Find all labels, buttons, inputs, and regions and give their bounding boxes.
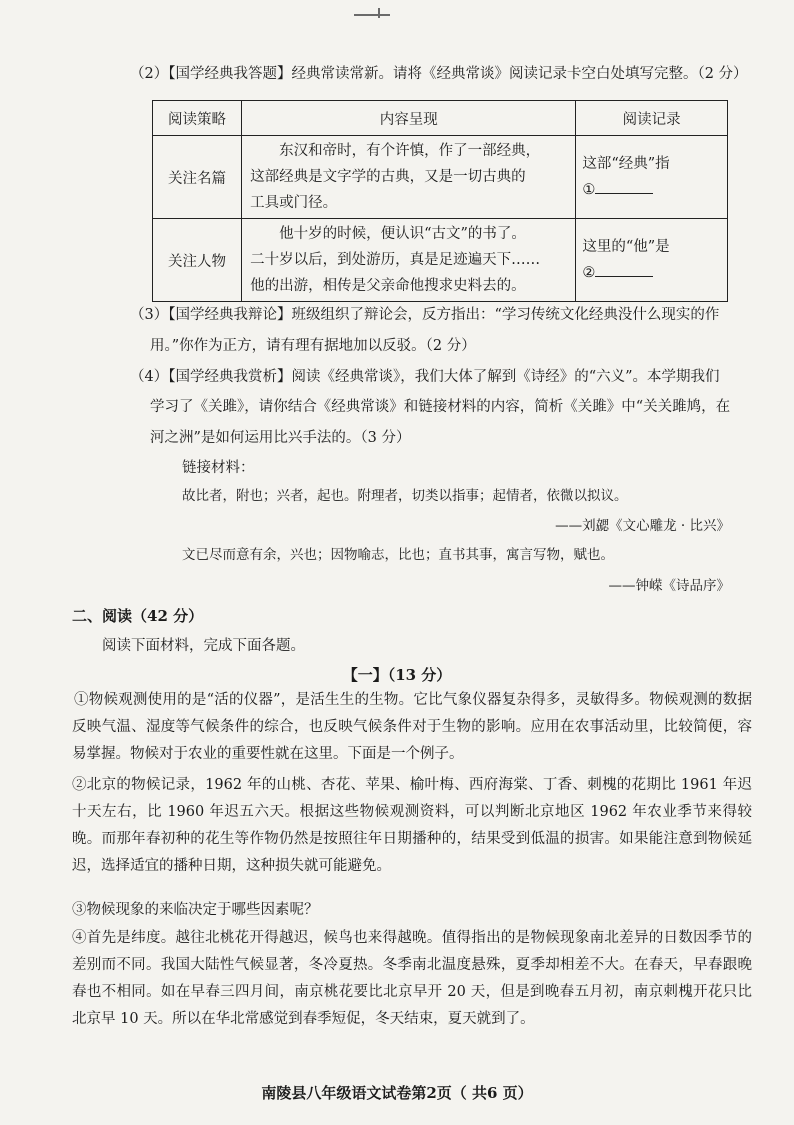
record-cell bbox=[576, 219, 728, 302]
column-header: 阅读策略 bbox=[153, 101, 242, 136]
column-header: 阅读记录 bbox=[576, 101, 728, 136]
question-4-line: （4）【国学经典我赏析】阅读《经典常谈》，我们大体了解到《诗经》的“六义”。本学期我们 bbox=[130, 369, 720, 385]
record-cell bbox=[576, 136, 728, 219]
table-header-row bbox=[153, 101, 728, 136]
record-number: ① bbox=[582, 182, 596, 198]
answer-blank[interactable] bbox=[595, 262, 653, 277]
record-number: ② bbox=[582, 265, 596, 281]
scan-mark bbox=[378, 8, 380, 18]
table-row bbox=[153, 136, 728, 219]
content-line: 工具或门径。 bbox=[250, 195, 338, 211]
quote-2: 文已尽而意有余，兴也；因物喻志，比也；直书其事，寓言写物，赋也。 bbox=[182, 547, 614, 563]
question-3-line: 用。”你作为正方，请有理有据地加以反驳。（2 分） bbox=[150, 338, 476, 354]
passage-paragraph: ①物候观测使用的是“活的仪器”，是活生生的生物。它比气象仪器复杂得多，灵敏得多。物候观测的数据反映气温、湿度等气候条件的综合，也反映气候条件对于生物的影响。应用在农事活动里，比较简便，容易掌握。物候对于农业的重要性就在这里。下面是一个例子。 bbox=[72, 692, 752, 762]
page-footer: 南陵县八年级语文试卷第2页（ 共6 页） bbox=[261, 1084, 533, 1102]
content-line: 他十岁的时候，便认识“古文”的书了。 bbox=[250, 226, 526, 242]
table-row bbox=[153, 219, 728, 302]
scan-mark bbox=[354, 14, 390, 16]
quote-1-source: ——刘勰《文心雕龙 · 比兴》 bbox=[555, 518, 730, 534]
content-cell bbox=[242, 219, 576, 302]
quote-2-source: ——钟嵘《诗品序》 bbox=[608, 578, 730, 594]
content-line: 二十岁以后，到处游历，真是足迹遍天下…… bbox=[250, 252, 541, 268]
record-line: 这里的“他”是 bbox=[582, 239, 670, 255]
link-material-label: 链接材料： bbox=[182, 460, 255, 476]
passage-paragraph: ③物候现象的来临决定于哪些因素呢？ bbox=[72, 902, 319, 918]
question-4-line: 学习了《关雎》，请你结合《经典常谈》和链接材料的内容，简析《关雎》中“关关雎鸠，在 bbox=[150, 399, 731, 415]
reading-instruction: 阅读下面材料，完成下面各题。 bbox=[102, 638, 305, 654]
passage-title: 【一】（13 分） bbox=[342, 666, 452, 684]
content-line: 这部经典是文字学的古典，又是一切古典的 bbox=[250, 169, 526, 185]
column-header: 内容呈现 bbox=[242, 101, 576, 136]
question-3-line: （3）【国学经典我辩论】班级组织了辩论会，反方指出：“学习传统文化经典没什么现实的作 bbox=[130, 307, 720, 323]
quote-1: 故比者，附也；兴者，起也。附理者，切类以指事；起情者，依微以拟议。 bbox=[182, 488, 628, 504]
section-heading: 二、阅读（42 分） bbox=[72, 607, 204, 625]
passage-paragraph: ④首先是纬度。越往北桃花开得越迟，候鸟也来得越晚。值得指出的是物候现象南北差异的日数因季节的差别而不同。我国大陆性气候显著，冬冷夏热。冬季南北温度悬殊，夏季却相差不大。在春天，早春跟晚春也不相同。如在早春三四月间，南京桃花要比北京早开 20 天，但是到晚春五月初，南京刺槐开花只比北京早 10 天。所以在华北常感觉到春季短促，冬天结束，夏天就到了。 bbox=[72, 930, 752, 1027]
record-line: 这部“经典”指 bbox=[582, 156, 670, 172]
strategy-cell: 关注人物 bbox=[153, 219, 242, 302]
reading-record-card bbox=[152, 100, 728, 302]
answer-blank[interactable] bbox=[595, 179, 653, 194]
question-4-line: 河之洲”是如何运用比兴手法的。（3 分） bbox=[150, 430, 411, 446]
question-2: （2）【国学经典我答题】经典常读常新。请将《经典常谈》阅读记录卡空白处填写完整。（2 分） bbox=[130, 66, 748, 82]
content-cell bbox=[242, 136, 576, 219]
content-line: 他的出游，相传是父亲命他搜求史料去的。 bbox=[250, 278, 526, 294]
passage-paragraph: ②北京的物候记录，1962 年的山桃、杏花、苹果、榆叶梅、西府海棠、丁香、刺槐的花期比 1961 年迟十天左右，比 1960 年迟五六天。根据这些物候观测资料，可以判断北京地区 1962 年农业季节来得较晚。而那年春初种的花生等作物仍然是按照往年日期播种的，结果受到低温的损害。如果能注意到物候延迟，选择适宜的播种日期，这种损失就可能避免。 bbox=[72, 777, 752, 874]
strategy-cell: 关注名篇 bbox=[153, 136, 242, 219]
content-line: 东汉和帝时，有个许慎，作了一部经典， bbox=[250, 143, 541, 159]
